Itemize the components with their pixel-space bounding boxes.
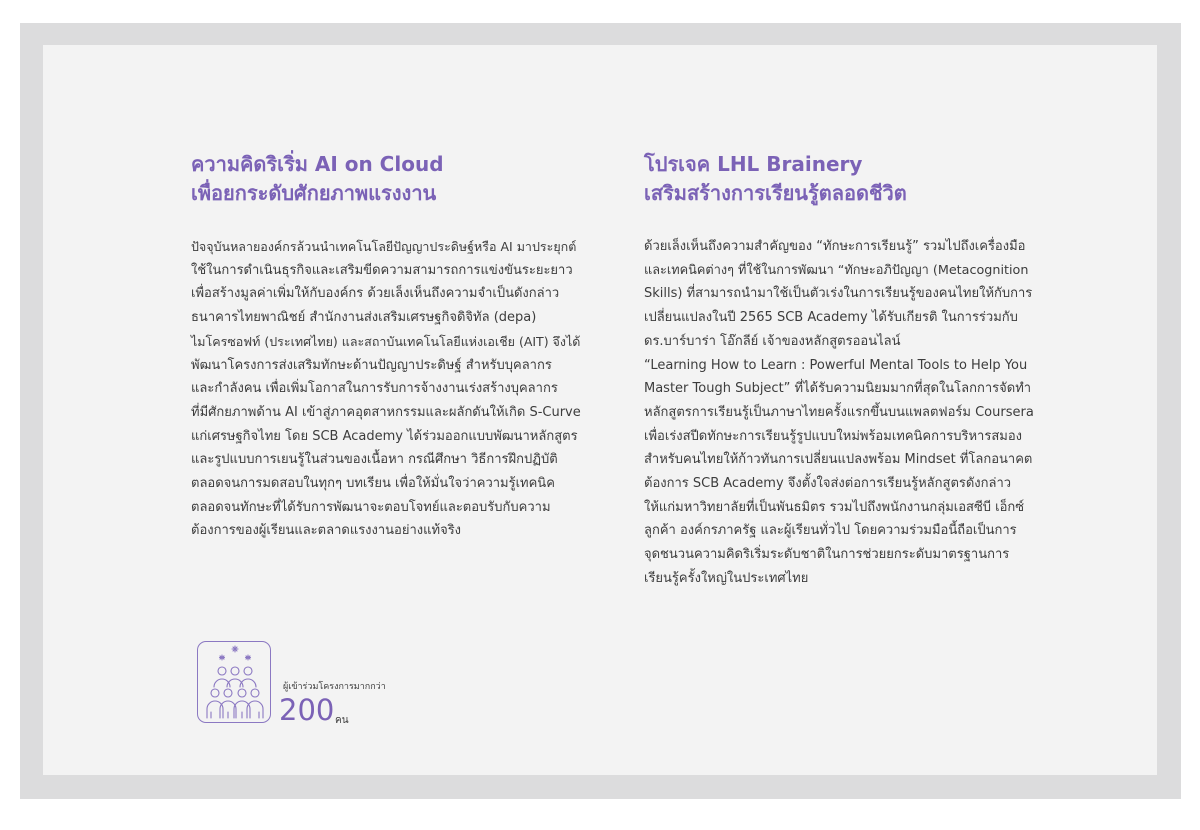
stat-number: 200 — [279, 693, 335, 727]
body-line: เพื่อเร่งสปีดทักษะการเรียนรู้รูปแบบใหม่พร้อมเทคนิคการบริหารสมอง — [644, 428, 1023, 444]
ai-on-cloud-section — [191, 150, 583, 543]
document-page — [43, 45, 1157, 775]
lhl-brainery-section — [644, 150, 1034, 591]
lhl-brainery-body — [644, 235, 1034, 591]
people-group-icon — [197, 641, 271, 723]
body-line: ตลอดจนทักษะที่ได้รับการพัฒนาจะตอบโจทย์และตอบรับกับความ — [191, 499, 551, 515]
stat-caption: ผู้เข้าร่วมโครงการมากกว่า — [283, 682, 386, 692]
stat-unit: คน — [335, 715, 349, 726]
ai-on-cloud-body — [191, 235, 583, 543]
body-line: หลักสูตรการเรียนรู้เป็นภาษาไทยครั้งแรกขึ้นบนแพลตฟอร์ม Coursera — [644, 404, 1034, 420]
participant-stat — [197, 641, 457, 731]
body-line: ต้องการของผู้เรียนและตลาดแรงงานอย่างแท้จริง — [191, 523, 462, 539]
body-line: ปัจจุบันหลายองค์กรล้วนนำเทคโนโลยีปัญญาประดิษฐ์หรือ AI มาประยุกต์ — [191, 239, 577, 254]
body-line: เพื่อสร้างมูลค่าเพิ่มให้กับองค์กร ด้วยเล็งเห็นถึงความจำเป็นดังกล่าว — [191, 286, 560, 302]
body-line: ลูกค้า องค์กรภาครัฐ และผู้เรียนทั่วไป โดยความร่วมมือนี้ถือเป็นการ — [644, 523, 1017, 539]
body-line: และรูปแบบการเยนรู้ในส่วนของเนื้อหา กรณีศึกษา วิธีการฝึกปฏิบัติ — [191, 452, 558, 468]
heading-line: เพื่อยกระดับศักยภาพแรงงาน — [191, 181, 437, 205]
body-line: Master Tough Subject” ที่ได้รับความนิยมมากที่สุดในโลกการจัดทำ — [644, 381, 1032, 397]
body-line: ไมโครซอฟท์ (ประเทศไทย) และสถาบันเทคโนโลยีแห่งเอเชีย (AIT) จึงได้ — [191, 333, 581, 349]
body-line: พัฒนาโครงการส่งเสริมทักษะด้านปัญญาประดิษฐ์ สำหรับบุคลากร — [191, 357, 552, 373]
body-line: ที่มีศักยภาพด้าน AI เข้าสู่ภาคอุตสาหกรรมและผลักดันให้เกิด S-Curve — [191, 404, 581, 420]
body-line: แก่เศรษฐกิจไทย โดย SCB Academy ได้ร่วมออกแบบพัฒนาหลักสูตร — [191, 428, 578, 444]
body-line: เปลี่ยนแปลงในปี 2565 SCB Academy ได้รับเกียรติ ในการร่วมกับ — [644, 310, 1018, 326]
body-line: ใช้ในการดำเนินธุรกิจและเสริมขีดความสามารถการแข่งขันระยะยาว — [191, 262, 573, 278]
body-line: ด้วยเล็งเห็นถึงความสำคัญของ “ทักษะการเรียนรู้” รวมไปถึงเครื่องมือ — [644, 239, 1026, 254]
heading-line: เสริมสร้างการเรียนรู้ตลอดชีวิต — [644, 181, 907, 205]
ai-on-cloud-heading — [191, 150, 583, 208]
body-line: ดร.บาร์บาร่า โอ๊กลีย์ เจ้าของหลักสูตรออนไลน์ — [644, 333, 901, 349]
lhl-brainery-heading — [644, 150, 1034, 208]
body-line: และกำลังคน เพื่อเพิ่มโอกาสในการรับการจ้างงานเร่งสร้างบุคลากร — [191, 381, 558, 397]
body-line: Skills) ที่สามารถนำมาใช้เป็นตัวเร่งในการเรียนรู้ของคนไทยให้กับการ — [644, 286, 1033, 302]
heading-line: ความคิดริเริ่ม AI on Cloud — [191, 152, 444, 176]
body-line: จุดชนวนความคิดริเริ่มระดับชาติในการช่วยยกระดับมาตรฐานการ — [644, 547, 1010, 563]
body-line: และเทคนิคต่างๆ ที่ใช้ในการพัฒนา “ทักษะอภิปัญญา (Metacognition — [644, 262, 1029, 278]
body-line: สำหรับคนไทยให้ก้าวทันการเปลี่ยนแปลงพร้อม Mindset ที่โลกอนาคต — [644, 452, 1033, 468]
body-line: ตลอดจนการมดสอบในทุกๆ บทเรียน เพื่อให้มั่นใจว่าความรู้เทคนิค — [191, 476, 555, 492]
body-line: “Learning How to Learn : Powerful Mental Tools to Help You — [644, 357, 1028, 373]
body-line: เรียนรู้ครั้งใหญ่ในประเทศไทย — [644, 570, 809, 586]
body-line: ให้แก่มหาวิทยาลัยที่เป็นพันธมิตร รวมไปถึงพนักงานกลุ่มเอสซีบี เอ็กซ์ — [644, 499, 1025, 515]
heading-line: โปรเจค LHL Brainery — [644, 152, 863, 176]
body-line: ธนาคารไทยพาณิชย์ สำนักงานส่งเสริมเศรษฐกิจดิจิทัล (depa) — [191, 310, 537, 326]
body-line: ต้องการ SCB Academy จึงตั้งใจส่งต่อการเรียนรู้หลักสูตรดังกล่าว — [644, 476, 1012, 492]
